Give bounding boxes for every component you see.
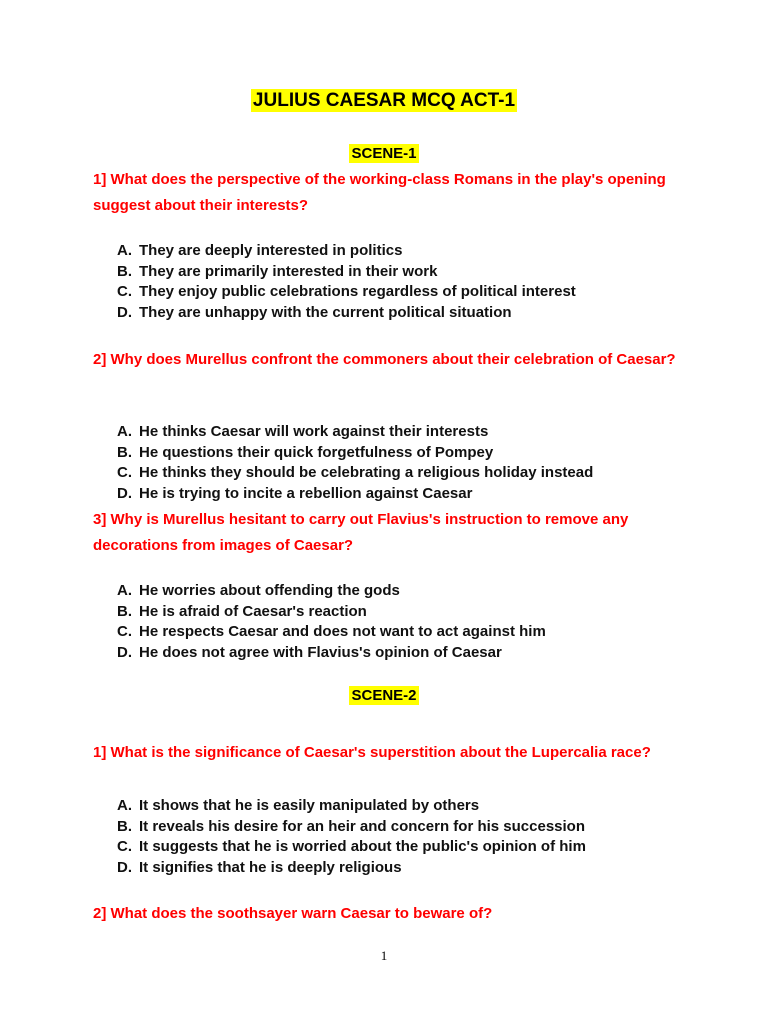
options-list: [117, 581, 717, 664]
option-item: B. He questions their quick forgetfulness of Pompey: [117, 443, 494, 461]
question-text: 1] What does the perspective of the working-class Romans in the play's opening suggest about their interests?: [93, 171, 666, 214]
question-text: 1] What is the significance of Caesar's superstition about the Lupercalia race?: [93, 744, 651, 761]
option-item: B. It reveals his desire for an heir and concern for his succession: [117, 817, 585, 835]
option-item: A. He thinks Caesar will work against their interests: [117, 423, 489, 440]
option-item: D. It signifies that he is deeply religious: [117, 859, 402, 877]
page-number: 1: [380, 948, 388, 963]
option-item: A. It shows that he is easily manipulated by others: [117, 797, 480, 814]
option-item: D. They are unhappy with the current political situation: [117, 304, 512, 322]
option-item: D. He does not agree with Flavius's opinion of Caesar: [117, 644, 502, 662]
option-item: C. He thinks they should be celebrating a religious holiday instead: [117, 464, 594, 482]
option-item: A. They are deeply interested in politics: [117, 242, 403, 259]
question-text: 2] Why does Murellus confront the commoners about their celebration of Caesar?: [93, 351, 676, 368]
option-item: C. He respects Caesar and does not want to act against him: [117, 623, 546, 641]
option-item: D. He is trying to incite a rebellion against Caesar: [117, 485, 473, 503]
scene-heading: SCENE-1: [351, 145, 417, 162]
option-item: C. It suggests that he is worried about the public's opinion of him: [117, 838, 586, 856]
question-text: 3] Why is Murellus hesitant to carry out Flavius's instruction to remove any decorations from images of Caesar?: [93, 511, 629, 554]
options-list: [117, 241, 717, 324]
options-list: [117, 422, 717, 505]
question-text: 2] What does the soothsayer warn Caesar to beware of?: [93, 905, 493, 922]
option-item: B. They are primarily interested in their work: [117, 262, 438, 280]
option-item: C. They enjoy public celebrations regardless of political interest: [117, 283, 576, 301]
document-title: JULIUS CAESAR MCQ ACT-1: [252, 90, 516, 111]
option-item: A. He worries about offending the gods: [117, 582, 400, 599]
scene-heading: SCENE-2: [351, 687, 417, 704]
option-item: B. He is afraid of Caesar's reaction: [117, 602, 367, 620]
options-list: [117, 796, 717, 879]
